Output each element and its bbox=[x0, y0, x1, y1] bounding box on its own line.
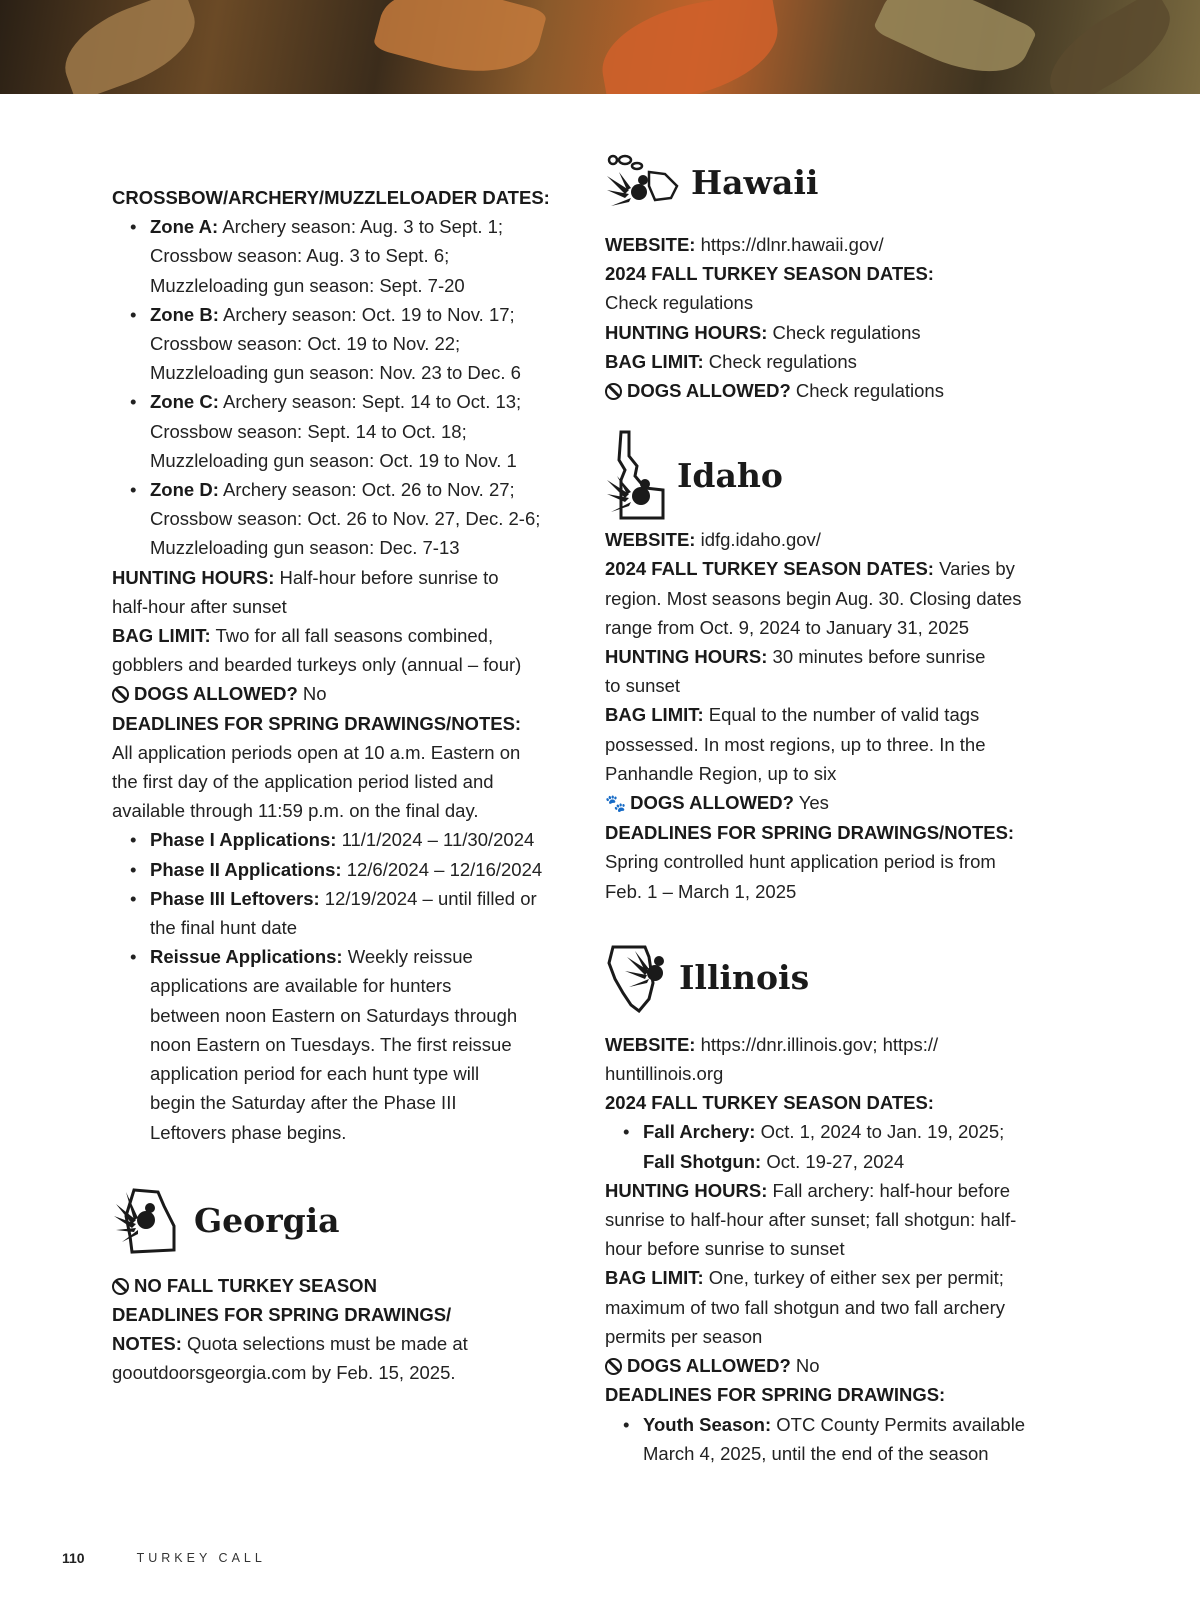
no-season-icon bbox=[112, 1278, 129, 1295]
bag-limit-cont: gobblers and bearded turkeys only (annual – four) bbox=[112, 654, 522, 676]
idaho-bag-cont: possessed. In most regions, up to three. In the bbox=[605, 733, 986, 755]
phase3-item: • Phase III Leftovers: 12/19/2024 – until filled or bbox=[130, 887, 537, 909]
idaho-dates: 2024 FALL TURKEY SEASON DATES: Varies by bbox=[605, 558, 1015, 580]
notes-line3: available through 11:59 p.m. on the final day. bbox=[112, 800, 479, 822]
hunting-hours-cont: half-hour after sunset bbox=[112, 595, 287, 617]
phase2-item: • Phase II Applications: 12/6/2024 – 12/16/2024 bbox=[130, 858, 543, 880]
illinois-dates-label: 2024 FALL TURKEY SEASON DATES: bbox=[605, 1092, 934, 1114]
notes-line2: the first day of the application period listed and bbox=[112, 771, 494, 793]
idaho-state-turkey-icon bbox=[605, 430, 665, 520]
illinois-hours: HUNTING HOURS: Fall archery: half-hour before bbox=[605, 1179, 1011, 1201]
illinois-state-turkey-icon bbox=[605, 943, 667, 1013]
no-dogs-icon bbox=[605, 1358, 622, 1375]
illinois-title: Illinois bbox=[679, 958, 810, 998]
no-dogs-icon bbox=[605, 383, 622, 400]
idaho-deadlines: DEADLINES FOR SPRING DRAWINGS/NOTES: bbox=[605, 822, 1015, 844]
zone-c-line1: • Zone C: Archery season: Sept. 14 to Oct. 13; bbox=[130, 391, 522, 413]
georgia-header bbox=[112, 1181, 562, 1261]
zone-a-line1: • Zone A: Archery season: Aug. 3 to Sept. 1; bbox=[130, 216, 504, 238]
hawaii-website: WEBSITE: https://dlnr.hawaii.gov/ bbox=[605, 234, 884, 255]
notes-line1: All application periods open at 10 a.m. Eastern on bbox=[112, 741, 521, 763]
hawaii-title: Hawaii bbox=[691, 162, 819, 202]
bag-limit: BAG LIMIT: Two for all fall seasons combined, bbox=[112, 625, 494, 647]
idaho-title: Idaho bbox=[677, 455, 783, 495]
dogs-allowed: DOGS ALLOWED? No bbox=[112, 679, 562, 708]
leaf-photo-banner bbox=[0, 0, 1200, 94]
illinois-hours-cont: sunrise to half-hour after sunset; fall shotgun: half- bbox=[605, 1209, 1017, 1231]
zone-b-line2: Crossbow season: Oct. 19 to Nov. 22; bbox=[150, 333, 461, 355]
page-footer bbox=[62, 1550, 266, 1566]
zone-a-line2: Crossbow season: Aug. 3 to Sept. 6; bbox=[150, 245, 450, 267]
georgia-no-season: NO FALL TURKEY SEASON bbox=[112, 1271, 562, 1300]
hawaii-dates-label: 2024 FALL TURKEY SEASON DATES: bbox=[605, 263, 934, 285]
no-dogs-icon bbox=[112, 686, 129, 703]
reissue-line: application period for each hunt type will bbox=[150, 1063, 480, 1085]
georgia-state-turkey-icon bbox=[112, 1186, 182, 1256]
idaho-header bbox=[605, 429, 1060, 521]
illinois-youth: • Youth Season: OTC County Permits available bbox=[623, 1413, 1026, 1435]
idaho-bag-cont: Panhandle Region, up to six bbox=[605, 762, 837, 784]
right-column bbox=[605, 142, 1060, 1468]
zone-c-line2: Crossbow season: Sept. 14 to Oct. 18; bbox=[150, 420, 467, 442]
idaho-dogs: 🐾 DOGS ALLOWED? Yes bbox=[605, 788, 1060, 818]
reissue-line: applications are available for hunters bbox=[150, 975, 452, 997]
hawaii-state-turkey-icon bbox=[605, 152, 679, 212]
idaho-notes-cont: Feb. 1 – March 1, 2025 bbox=[605, 880, 797, 902]
idaho-dates-cont: range from Oct. 9, 2024 to January 31, 2025 bbox=[605, 616, 970, 638]
magazine-name: TURKEY CALL bbox=[136, 1551, 266, 1565]
reissue-line: begin the Saturday after the Phase III bbox=[150, 1092, 457, 1114]
georgia-deadlines: DEADLINES FOR SPRING DRAWINGS/ bbox=[112, 1303, 452, 1325]
zone-a-line3: Muzzleloading gun season: Sept. 7-20 bbox=[150, 274, 465, 296]
hawaii-bag: BAG LIMIT: Check regulations bbox=[605, 350, 857, 372]
illinois-hours-cont: hour before sunrise to sunset bbox=[605, 1238, 845, 1260]
illinois-bag: BAG LIMIT: One, turkey of either sex per permit; bbox=[605, 1267, 1004, 1289]
georgia-notes: NOTES: Quota selections must be made at bbox=[112, 1333, 468, 1355]
zone-c-line3: Muzzleloading gun season: Oct. 19 to Nov. 1 bbox=[150, 449, 517, 471]
reissue-line: noon Eastern on Tuesdays. The first reissue bbox=[150, 1033, 512, 1055]
paw-icon: 🐾 bbox=[605, 794, 627, 814]
zone-d-line2: Crossbow season: Oct. 26 to Nov. 27, Dec. 2-6; bbox=[150, 508, 541, 530]
illinois-bag-cont: maximum of two fall shotgun and two fall archery bbox=[605, 1296, 1005, 1318]
idaho-website: WEBSITE: idfg.idaho.gov/ bbox=[605, 529, 821, 551]
idaho-hours: HUNTING HOURS: 30 minutes before sunrise bbox=[605, 646, 986, 668]
illinois-website-cont: huntillinois.org bbox=[605, 1063, 724, 1085]
zone-d-line1: • Zone D: Archery season: Oct. 26 to Nov. 27; bbox=[130, 479, 515, 501]
phase1-item: • Phase I Applications: 11/1/2024 – 11/30/2024 bbox=[130, 829, 535, 851]
page-number: 110 bbox=[62, 1550, 85, 1566]
idaho-bag: BAG LIMIT: Equal to the number of valid tags bbox=[605, 704, 980, 726]
left-column bbox=[112, 150, 562, 1388]
zone-list bbox=[112, 212, 562, 562]
hunting-hours: HUNTING HOURS: Half-hour before sunrise to bbox=[112, 566, 499, 588]
georgia-title: Georgia bbox=[194, 1201, 340, 1241]
zone-b-line3: Muzzleloading gun season: Nov. 23 to Dec. 6 bbox=[150, 362, 521, 384]
illinois-dogs: DOGS ALLOWED? No bbox=[605, 1351, 1060, 1380]
reissue-item: • Reissue Applications: Weekly reissue bbox=[130, 946, 473, 968]
idaho-hours-cont: to sunset bbox=[605, 675, 681, 697]
deadlines-heading: DEADLINES FOR SPRING DRAWINGS/NOTES: bbox=[112, 712, 522, 734]
hawaii-dates-value: Check regulations bbox=[605, 292, 754, 314]
illinois-youth-cont: March 4, 2025, until the end of the season bbox=[643, 1442, 989, 1464]
illinois-bag-cont: permits per season bbox=[605, 1325, 763, 1347]
hawaii-hours: HUNTING HOURS: Check regulations bbox=[605, 321, 921, 343]
georgia-notes-cont: gooutdoorsgeorgia.com by Feb. 15, 2025. bbox=[112, 1362, 456, 1384]
zone-d-line3: Muzzleloading gun season: Dec. 7-13 bbox=[150, 537, 460, 559]
cam-dates-heading: CROSSBOW/ARCHERY/MUZZLELOADER DATES: bbox=[112, 187, 550, 208]
illinois-shotgun: Fall Shotgun: Oct. 19-27, 2024 bbox=[643, 1150, 905, 1172]
reissue-line: between noon Eastern on Saturdays through bbox=[150, 1004, 518, 1026]
phase3-item-cont: the final hunt date bbox=[150, 917, 298, 939]
zone-b-line1: • Zone B: Archery season: Oct. 19 to Nov. 17; bbox=[130, 303, 515, 325]
illinois-header bbox=[605, 938, 1060, 1018]
reissue-line: Leftovers phase begins. bbox=[150, 1121, 347, 1143]
idaho-dates-cont: region. Most seasons begin Aug. 30. Closing dates bbox=[605, 587, 1022, 609]
idaho-notes: Spring controlled hunt application period is from bbox=[605, 851, 996, 873]
illinois-archery: • Fall Archery: Oct. 1, 2024 to Jan. 19, 2025; bbox=[623, 1121, 1005, 1143]
hawaii-dogs: DOGS ALLOWED? Check regulations bbox=[605, 376, 1060, 405]
illinois-website: WEBSITE: https://dnr.illinois.gov; https:// bbox=[605, 1033, 939, 1055]
illinois-deadlines: DEADLINES FOR SPRING DRAWINGS: bbox=[605, 1384, 946, 1406]
hawaii-header bbox=[605, 142, 1060, 222]
